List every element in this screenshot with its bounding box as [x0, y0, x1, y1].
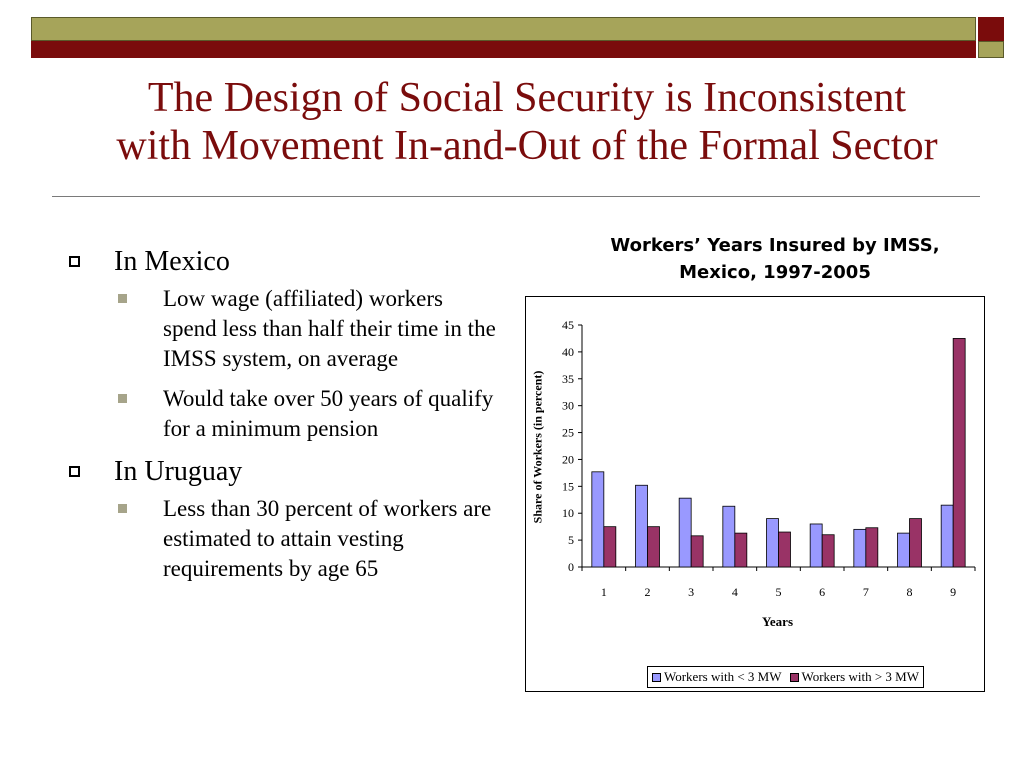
chart-title-line-1: Workers’ Years Insured by IMSS,: [610, 235, 940, 256]
legend-label: Workers with > 3 MW: [801, 669, 919, 684]
bar-series-1: [592, 472, 604, 567]
slide-title-line-1: The Design of Social Security is Inconsistent: [147, 75, 907, 121]
y-tick-label: 30: [562, 398, 574, 413]
bar-series-1: [767, 519, 779, 567]
y-tick-label: 5: [568, 533, 574, 548]
bar-series-1: [636, 485, 648, 567]
x-tick-label: 1: [600, 585, 607, 599]
bar-series-1: [810, 524, 822, 567]
x-tick-label: 8: [906, 585, 913, 599]
chart-legend: [647, 666, 924, 688]
y-tick-label: 35: [562, 371, 574, 386]
legend-label: Workers with < 3 MW: [664, 669, 782, 684]
legend-item-series-2: [790, 669, 920, 685]
bullet-text: In Mexico: [114, 246, 230, 277]
y-tick-label: 40: [562, 344, 574, 359]
legend-swatch: [652, 673, 661, 682]
x-tick-label: 6: [819, 585, 826, 599]
legend-swatch: [790, 673, 799, 682]
x-tick-label: 7: [862, 585, 869, 599]
x-tick-label: 3: [688, 585, 695, 599]
bar-series-1: [679, 498, 691, 567]
y-tick-label: 0: [568, 560, 574, 574]
bar-series-2: [648, 527, 660, 567]
bar-series-2: [735, 533, 747, 567]
bar-series-2: [779, 532, 791, 567]
y-tick-label: 45: [562, 318, 574, 332]
y-tick-label: 15: [562, 479, 574, 494]
bar-series-1: [941, 505, 953, 567]
slide-title-line-2: with Movement In-and-Out of the Formal Sector: [116, 123, 938, 169]
x-tick-label: 2: [644, 585, 651, 599]
legend-item-series-1: [652, 669, 782, 685]
y-tick-label: 25: [562, 425, 574, 440]
sub-bullet-text: Low wage (affiliated) workers spend less than half their time in the IMSS system, on average: [163, 286, 496, 371]
chart-title-line-2: Mexico, 1997-2005: [679, 262, 871, 283]
bar-series-2: [691, 536, 703, 567]
y-axis-label-text: Share of Workers (in percent): [530, 370, 545, 524]
x-tick-label: 4: [731, 585, 738, 599]
sub-bullet-text: Would take over 50 years of qualify for a minimum pension: [163, 386, 494, 441]
y-tick-label: 20: [562, 452, 574, 467]
bar-series-1: [854, 529, 866, 567]
sub-bullet-text: Less than 30 percent of workers are estimated to attain vesting requirements by age 65: [163, 496, 492, 581]
x-tick-label: 5: [775, 585, 782, 599]
bar-series-2: [822, 535, 834, 567]
bar-series-2: [910, 519, 922, 567]
x-axis-label: Years: [761, 614, 794, 629]
bar-series-2: [953, 338, 965, 567]
bar-series-2: [866, 528, 878, 567]
bar-series-1: [723, 506, 735, 567]
bar-series-2: [604, 527, 616, 567]
y-tick-label: 10: [562, 506, 574, 521]
x-tick-label: 9: [950, 585, 957, 599]
bar-series-1: [898, 533, 910, 567]
bullet-text: In Uruguay: [114, 456, 243, 487]
